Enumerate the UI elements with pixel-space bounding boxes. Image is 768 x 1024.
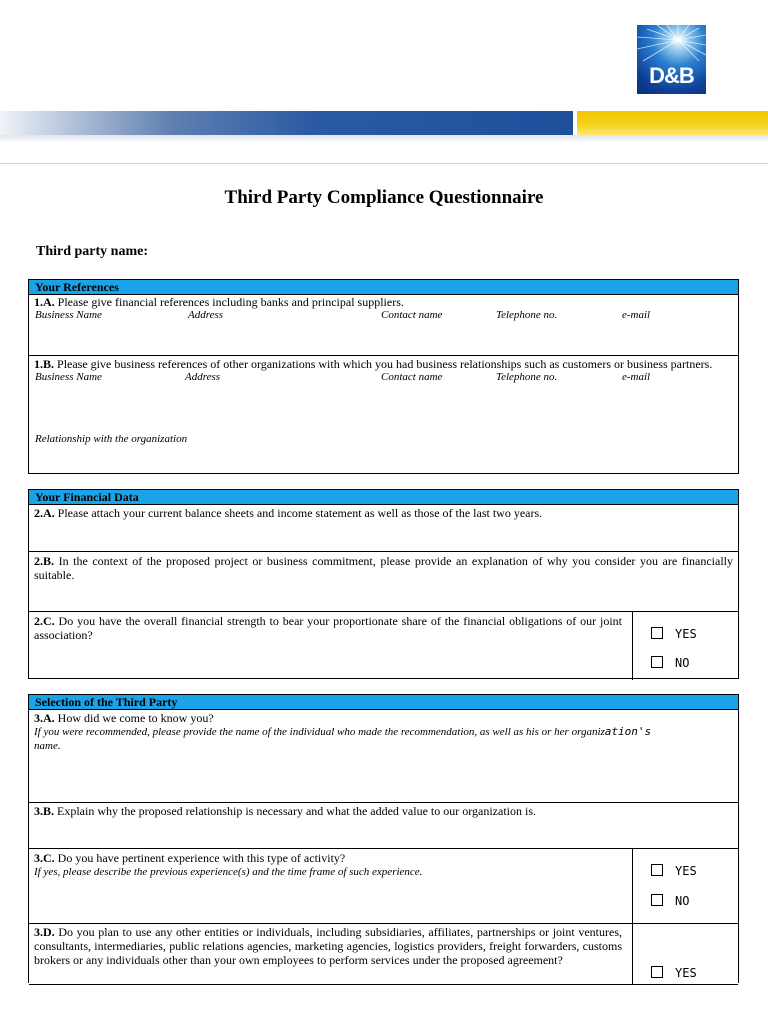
question-number: 3.B.	[34, 804, 55, 818]
col-telephone: Telephone no.	[496, 371, 558, 383]
dnb-logo	[637, 25, 706, 94]
question-2b[interactable]	[29, 551, 738, 611]
yes-label: YES	[675, 627, 697, 641]
question-number: 3.D.	[34, 925, 55, 939]
question-text: Please attach your current balance sheets and income statement as well as those of the last two years.	[57, 506, 543, 520]
yes-label: YES	[675, 966, 697, 980]
selection-header: Selection of the Third Party	[29, 695, 738, 710]
question-3a[interactable]	[29, 710, 738, 802]
question-3b[interactable]	[29, 802, 738, 848]
question-hint: If yes, please describe the previous experience(s) and the time frame of such experience.	[34, 866, 423, 878]
financial-section	[28, 489, 739, 679]
col-email: e-mail	[622, 371, 651, 383]
col-address: Address	[185, 371, 221, 383]
relationship-label: Relationship with the organization	[35, 433, 188, 445]
question-3d	[29, 923, 738, 985]
question-number: 2.B.	[34, 554, 55, 568]
question-2a[interactable]	[29, 505, 738, 551]
financial-header: Your Financial Data	[29, 490, 738, 505]
question-hint	[29, 725, 738, 753]
hint-text: If you were recommended, please provide the name of the individual who made the recommendation, as well as his or her organiz	[34, 726, 605, 738]
yes-option[interactable]	[651, 966, 697, 980]
header-rule	[0, 163, 768, 164]
no-checkbox[interactable]	[651, 656, 663, 668]
question-text: Please give financial references including banks and principal suppliers.	[57, 295, 404, 309]
question-text: Explain why the proposed relationship is necessary and what the added value to our organization is.	[57, 804, 537, 818]
logo-text: D&B	[649, 63, 694, 88]
no-label: NO	[675, 894, 690, 908]
yes-checkbox[interactable]	[651, 966, 663, 978]
answer-column	[632, 849, 738, 923]
question-2c	[29, 611, 738, 680]
answer-column	[632, 612, 738, 680]
hint-text-end: name.	[34, 740, 61, 752]
col-address: Address	[188, 309, 224, 321]
col-business-name: Business Name	[35, 371, 102, 383]
question-number: 1.B.	[34, 357, 55, 371]
reference-columns	[29, 309, 738, 323]
references-section	[28, 279, 739, 474]
third-party-name-label: Third party name:	[36, 244, 148, 259]
question-1b[interactable]	[29, 355, 738, 474]
yes-checkbox[interactable]	[651, 864, 663, 876]
question-text: Do you have the overall financial strength to bear your proportionate share of the financial obligations of our joint association?	[34, 614, 622, 642]
header-band-shadow	[0, 135, 768, 143]
yes-label: YES	[675, 864, 697, 878]
question-number: 3.C.	[34, 851, 55, 865]
question-text: Do you plan to use any other entities or individuals, including subsidiaries, affiliates, partnerships or joint ventures, consultants, intermediaries, public relations agencies, marketing agencies, logistics providers, freight forwarders, customs brokers or any individuals other than your own employees to perform services under the proposed agreement?	[34, 925, 623, 967]
col-contact-name: Contact name	[381, 309, 443, 321]
no-option[interactable]	[651, 656, 689, 670]
reference-columns	[29, 371, 738, 385]
answer-column	[632, 924, 738, 984]
question-1a[interactable]	[29, 295, 738, 355]
selection-section	[28, 694, 739, 983]
question-text: In the context of the proposed project or business commitment, please provide an explanation of why you consider you are financially suitable.	[34, 554, 734, 582]
col-email: e-mail	[622, 309, 651, 321]
col-contact-name: Contact name	[381, 371, 443, 383]
header-band-gold	[577, 111, 768, 135]
no-label: NO	[675, 656, 690, 670]
question-text: Do you have pertinent experience with this type of activity?	[57, 851, 346, 865]
question-number: 3.A.	[34, 711, 55, 725]
col-business-name: Business Name	[35, 309, 102, 321]
yes-checkbox[interactable]	[651, 627, 663, 639]
question-number: 2.A.	[34, 506, 55, 520]
page-title: Third Party Compliance Questionnaire	[224, 187, 544, 208]
no-checkbox[interactable]	[651, 894, 663, 906]
question-text: Please give business references of other organizations with which you had business relationships such as customers or business partners.	[57, 357, 713, 371]
question-number: 1.A.	[34, 295, 55, 309]
no-option[interactable]	[651, 894, 689, 908]
question-number: 2.C.	[34, 614, 55, 628]
yes-option[interactable]	[651, 627, 697, 641]
hint-text-tail: ation's	[604, 725, 652, 738]
col-telephone: Telephone no.	[496, 309, 558, 321]
header-band-blue	[0, 111, 573, 135]
question-text: How did we come to know you?	[57, 711, 214, 725]
yes-option[interactable]	[651, 864, 697, 878]
question-3c	[29, 848, 738, 923]
references-header: Your References	[29, 280, 738, 295]
